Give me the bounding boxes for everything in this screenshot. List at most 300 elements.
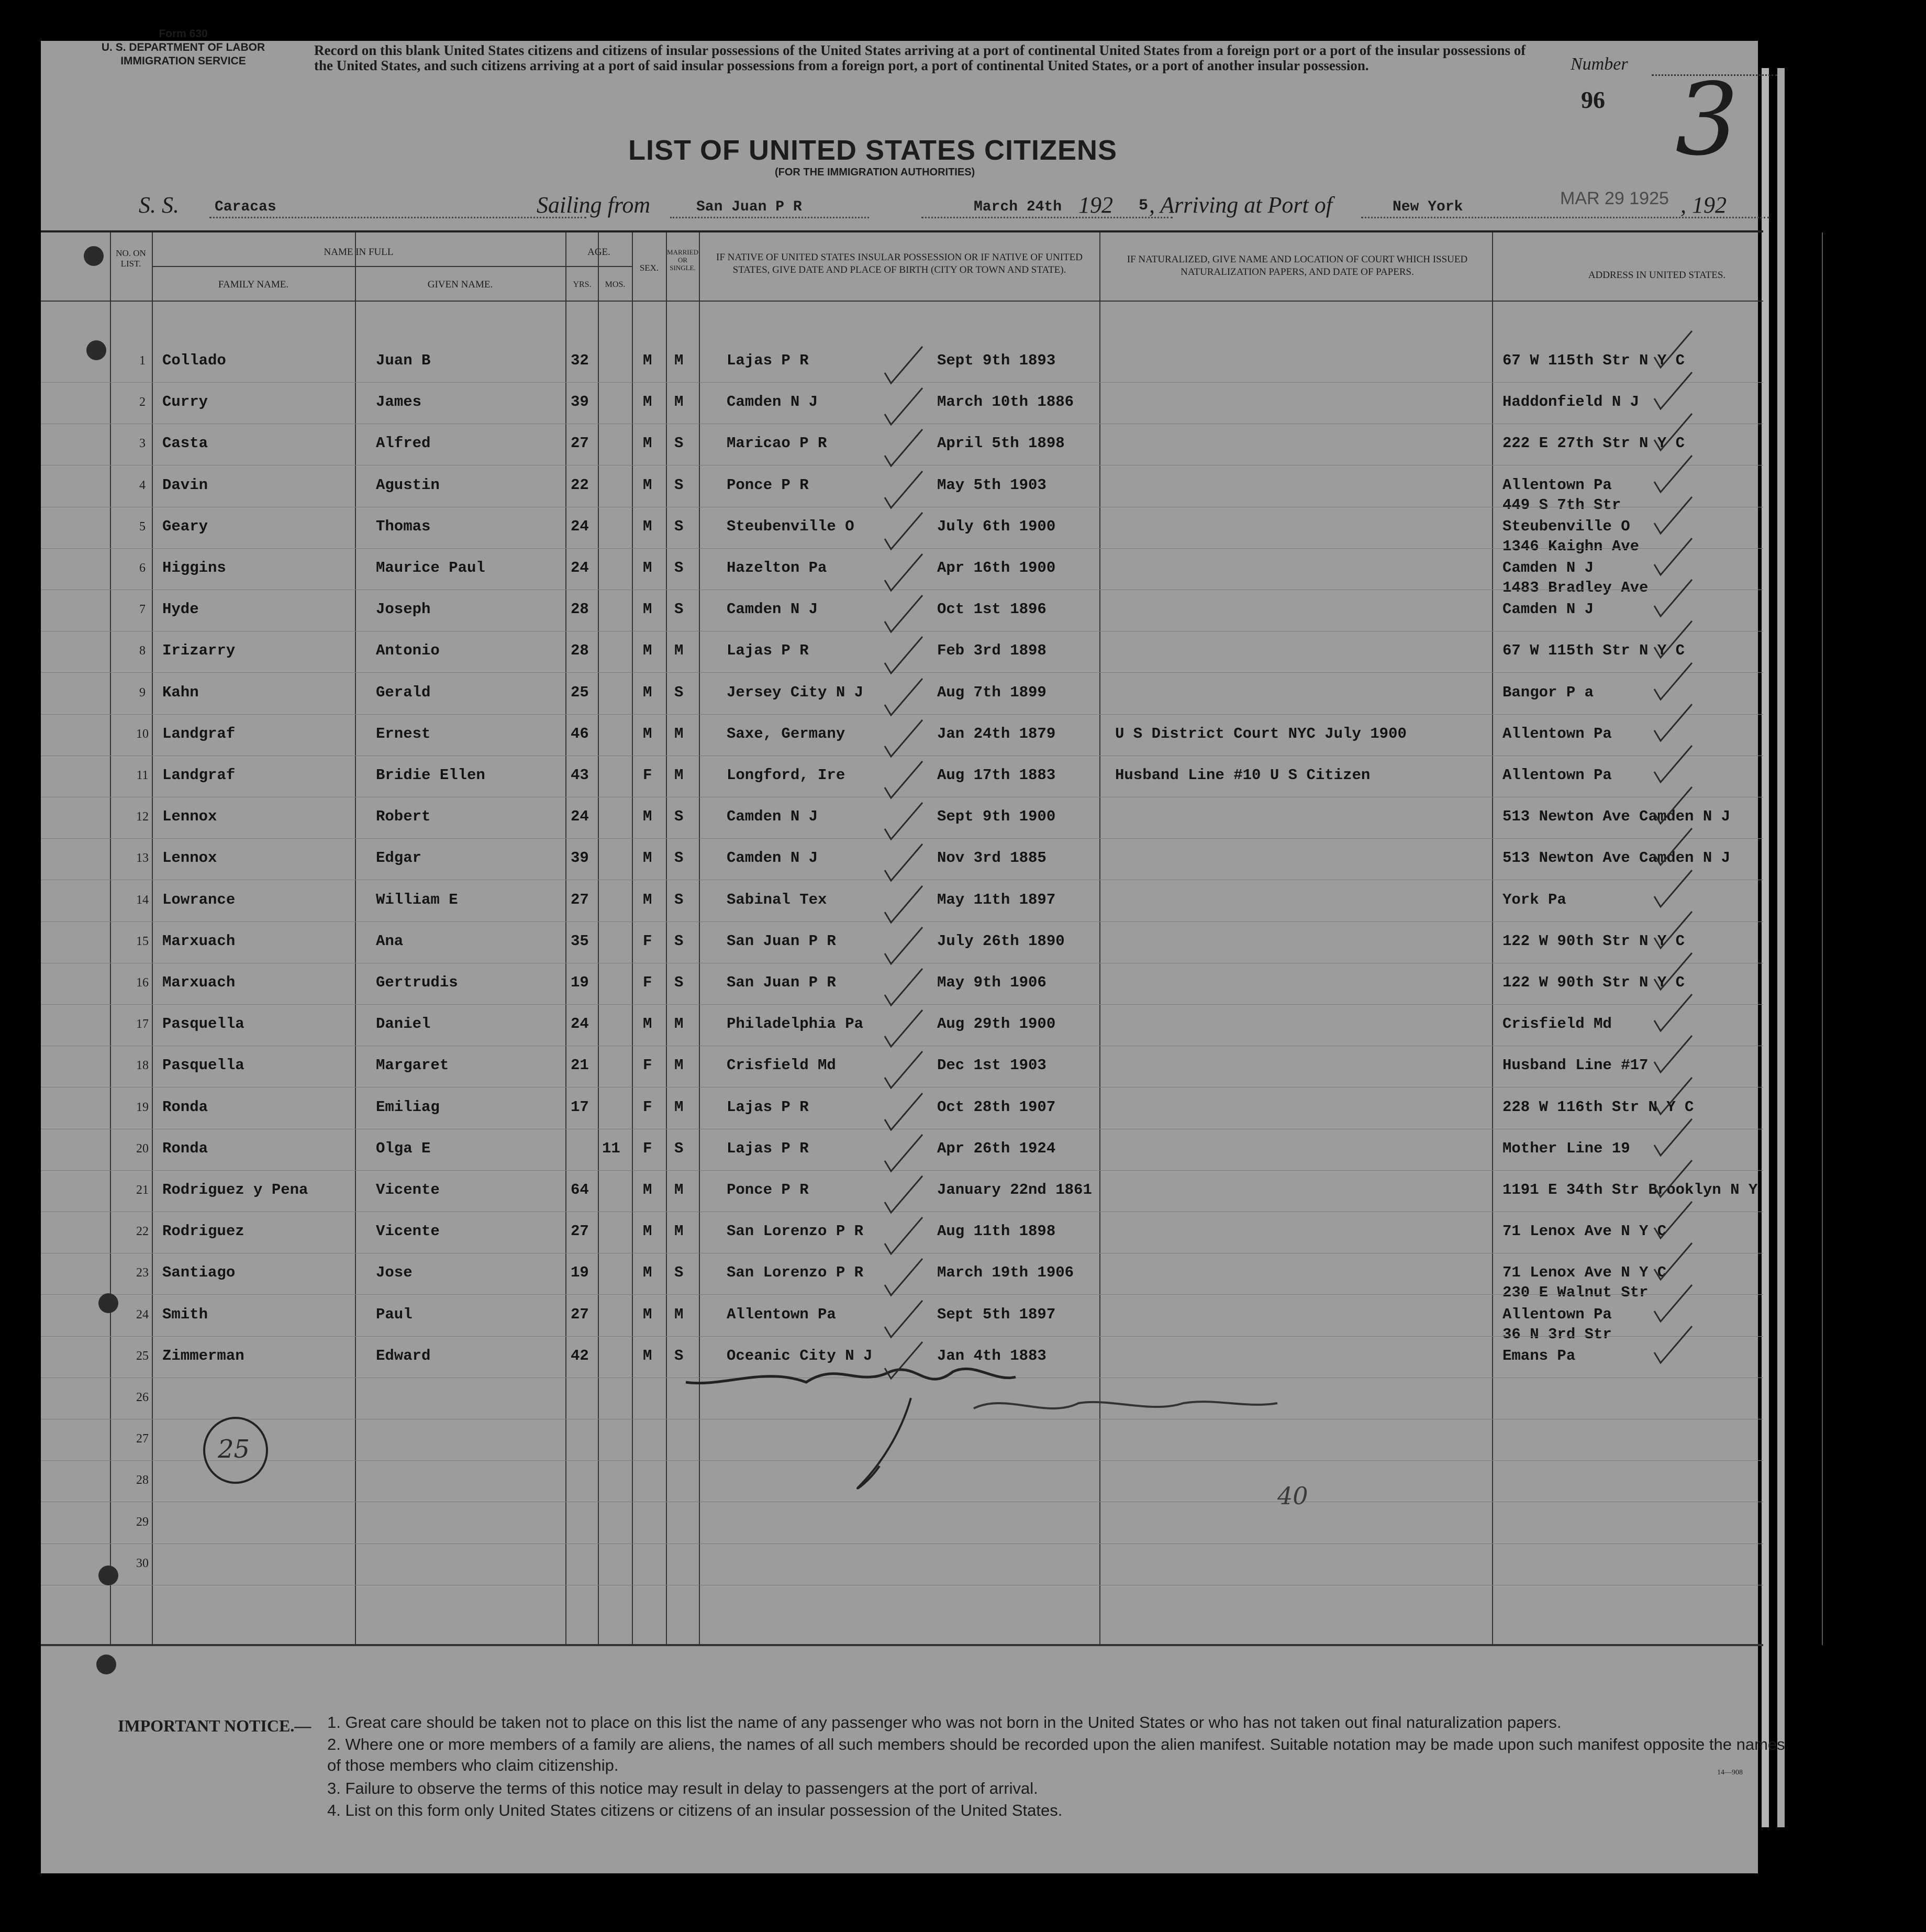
cell-ms: S <box>674 849 684 867</box>
row-number: 12 <box>136 810 149 824</box>
sailing-date: March 24th <box>974 199 1062 215</box>
cell-dob: Jan 24th 1879 <box>937 725 1056 742</box>
cell-sex: F <box>643 932 652 950</box>
notice-item-3: 3. Failure to observe the terms of this notice may result in delay to passengers at the port of arrival. <box>327 1779 1038 1797</box>
cell-place: Allentown Pa <box>727 1306 836 1323</box>
cell-place: Camden N J <box>727 601 818 618</box>
cell-sex: M <box>643 1223 652 1240</box>
cell-ms: S <box>674 1140 684 1157</box>
cell-family: Smith <box>162 1306 208 1323</box>
cell-place: San Juan P R <box>727 974 836 991</box>
cell-addr1: Bangor P a <box>1502 684 1594 701</box>
cell-yrs: 32 <box>571 352 589 369</box>
cell-given: Thomas <box>376 518 431 535</box>
row-number: 8 <box>139 644 146 658</box>
cell-sex: M <box>643 518 652 535</box>
row-number: 3 <box>139 437 146 450</box>
cell-place: Hazelton Pa <box>727 559 827 576</box>
cell-sex: M <box>643 435 652 452</box>
check-mark-icon <box>885 513 922 549</box>
cell-dob: Aug 29th 1900 <box>937 1015 1056 1032</box>
row-number: 6 <box>139 561 146 575</box>
cell-nat: Husband Line #10 U S Citizen <box>1115 767 1371 784</box>
col-age: AGE. <box>587 247 610 258</box>
cell-sex: M <box>643 476 652 494</box>
cell-given: Gertrudis <box>376 974 458 991</box>
cell-family: Landgraf <box>162 725 236 742</box>
cell-given: Paul <box>376 1306 413 1323</box>
ss-label: S. S. <box>139 192 179 218</box>
cell-ms: S <box>674 1347 684 1364</box>
cell-given: Edward <box>376 1347 431 1364</box>
cell-given: Daniel <box>376 1015 431 1032</box>
cell-given: Gerald <box>376 684 431 701</box>
cell-ms: S <box>674 1264 684 1281</box>
col-yrs: YRS. <box>573 280 592 289</box>
cell-place: Longford, Ire <box>727 767 845 784</box>
cell-yrs: 25 <box>571 684 589 701</box>
cell-given: Ana <box>376 932 404 950</box>
cell-family: Irizarry <box>162 642 236 659</box>
check-mark-icon <box>885 1093 922 1130</box>
cell-sex: M <box>643 1306 652 1323</box>
check-mark-icon <box>885 637 922 673</box>
cell-addr1: Camden N J <box>1502 559 1594 576</box>
cell-addr1: Crisfield Md <box>1502 1015 1612 1032</box>
check-mark-icon <box>885 1301 922 1337</box>
row-number: 15 <box>136 935 149 948</box>
check-mark-icon <box>1654 331 1692 368</box>
check-mark-icon <box>1654 580 1692 616</box>
cell-place: Lajas P R <box>727 1140 809 1157</box>
cell-yrs: 27 <box>571 891 589 908</box>
cell-family: Davin <box>162 476 208 494</box>
cell-given: Ernest <box>376 725 431 742</box>
cell-ms: M <box>674 1181 684 1198</box>
check-mark-icon <box>1654 746 1692 782</box>
check-mark-icon <box>1654 1243 1692 1280</box>
cell-dob: Apr 26th 1924 <box>937 1140 1056 1157</box>
cell-given: Vicente <box>376 1181 440 1198</box>
arrival-stamp: MAR 29 1925 <box>1560 188 1669 208</box>
check-mark-icon <box>1654 1036 1692 1072</box>
cell-given: Emiliag <box>376 1098 440 1116</box>
cell-ms: M <box>674 767 684 784</box>
cell-sex: M <box>643 684 652 701</box>
department-name: U. S. DEPARTMENT OF LABOR <box>101 41 265 53</box>
form-number: Form 630 <box>159 28 208 40</box>
notice-item-1: 1. Great care should be taken not to place on this list the name of any passenger who was not born in the United States or who has not taken out final naturalization papers. <box>327 1713 1562 1731</box>
cell-addr1: Steubenville O <box>1502 518 1630 535</box>
cell-sex: M <box>643 559 652 576</box>
cell-ms: S <box>674 891 684 908</box>
cell-sex: M <box>643 393 652 410</box>
cell-yrs: 22 <box>571 476 589 494</box>
cell-given: Robert <box>376 808 431 825</box>
cell-addr1: Camden N J <box>1502 601 1594 618</box>
cell-addr1: 513 Newton Ave Camden N J <box>1502 849 1731 867</box>
check-mark-icon <box>885 1342 922 1379</box>
sailing-label: Sailing from <box>537 192 651 218</box>
punch-hole <box>86 340 106 360</box>
cell-place: Lajas P R <box>727 352 809 369</box>
cell-family: Lennox <box>162 849 217 867</box>
row-number: 7 <box>139 603 146 616</box>
cell-ms: M <box>674 642 684 659</box>
cell-dob: Aug 11th 1898 <box>937 1223 1056 1240</box>
notice-heading: IMPORTANT NOTICE.— <box>118 1716 311 1735</box>
cell-ms: S <box>674 435 684 452</box>
check-mark-icon <box>885 471 922 508</box>
cell-sex: M <box>643 1347 652 1364</box>
punch-hole <box>84 246 104 266</box>
cell-addr1: Allentown Pa <box>1502 767 1612 784</box>
col-mos: MOS. <box>605 280 626 289</box>
col-naturalized: IF NATURALIZED, GIVE NAME AND LOCATION OF COURT WHICH ISSUED NATURALIZATION PAPERS, AND DATE OF PAPERS. <box>1127 254 1468 277</box>
cell-addr2: 1483 Bradley Ave <box>1502 579 1649 596</box>
check-mark-icon <box>885 844 922 881</box>
cell-dob: March 19th 1906 <box>937 1264 1074 1281</box>
cell-place: Camden N J <box>727 849 818 867</box>
notice-item-4: 4. List on this form only United States citizens or citizens of an insular possession of the United States. <box>327 1801 1063 1819</box>
number-label: Number <box>1571 54 1628 74</box>
cell-nat: U S District Court NYC July 1900 <box>1115 725 1407 742</box>
cell-dob: May 11th 1897 <box>937 891 1056 908</box>
cell-dob: Dec 1st 1903 <box>937 1057 1047 1074</box>
cell-yrs: 24 <box>571 518 589 535</box>
cell-family: Geary <box>162 518 208 535</box>
cell-yrs: 19 <box>571 1264 589 1281</box>
row-number: 9 <box>139 686 146 699</box>
cell-ms: M <box>674 1223 684 1240</box>
check-mark-icon <box>885 429 922 466</box>
check-mark-icon <box>885 1259 922 1295</box>
cell-addr1: Emans Pa <box>1502 1347 1576 1364</box>
cell-ms: M <box>674 725 684 742</box>
cell-place: San Juan P R <box>727 932 836 950</box>
cell-given: William E <box>376 891 458 908</box>
cell-sex: M <box>643 849 652 867</box>
cell-place: Maricao P R <box>727 435 827 452</box>
cell-family: Lowrance <box>162 891 236 908</box>
check-mark-icon <box>885 720 922 757</box>
list-number: 96 <box>1581 86 1605 113</box>
row-number: 30 <box>136 1557 149 1570</box>
cell-family: Ronda <box>162 1140 208 1157</box>
cell-sex: F <box>643 1057 652 1074</box>
row-number: 1 <box>139 354 146 368</box>
col-name-in-full: NAME IN FULL <box>324 247 394 258</box>
cell-given: Edgar <box>376 849 422 867</box>
cell-place: San Lorenzo P R <box>727 1264 864 1281</box>
row-number: 22 <box>136 1225 149 1238</box>
cell-dob: May 9th 1906 <box>937 974 1047 991</box>
row-number: 28 <box>136 1473 149 1487</box>
page-title: LIST OF UNITED STATES CITIZENS <box>628 135 1117 166</box>
cell-addr2: 36 N 3rd Str <box>1502 1326 1612 1343</box>
check-mark-icon <box>885 1176 922 1213</box>
cell-given: Vicente <box>376 1223 440 1240</box>
cell-given: Margaret <box>376 1057 449 1074</box>
cell-family: Pasquella <box>162 1015 244 1032</box>
cell-family: Casta <box>162 435 208 452</box>
print-code: 14—908 <box>1717 1769 1743 1776</box>
cell-dob: Sept 9th 1900 <box>937 808 1056 825</box>
year-suffix: 5 <box>1139 197 1149 215</box>
cell-sex: F <box>643 1098 652 1116</box>
cell-yrs: 27 <box>571 1306 589 1323</box>
cell-given: Antonio <box>376 642 440 659</box>
cell-place: Lajas P R <box>727 642 809 659</box>
cell-family: Marxuach <box>162 932 236 950</box>
cell-family: Rodriguez y Pena <box>162 1181 308 1198</box>
cell-ms: S <box>674 601 684 618</box>
cell-place: Saxe, Germany <box>727 725 845 742</box>
cell-yrs: 27 <box>571 1223 589 1240</box>
circled-count-text: 25 <box>218 1435 250 1464</box>
check-mark-icon <box>1654 870 1692 907</box>
cell-given: Maurice Paul <box>376 559 485 576</box>
cell-addr2: 1346 Kaighn Ave <box>1502 538 1640 555</box>
punch-hole <box>96 1655 116 1674</box>
check-mark-icon <box>1654 1202 1692 1238</box>
row-number: 27 <box>136 1432 149 1446</box>
cell-addr1: Allentown Pa <box>1502 725 1612 742</box>
check-mark-icon <box>885 554 922 591</box>
cell-ms: S <box>674 808 684 825</box>
cell-dob: July 26th 1890 <box>937 932 1065 950</box>
cell-yrs: 17 <box>571 1098 589 1116</box>
row-number: 18 <box>136 1059 149 1072</box>
check-mark-icon <box>1654 787 1692 824</box>
cell-family: Hyde <box>162 601 199 618</box>
cell-given: Alfred <box>376 435 431 452</box>
cell-ms: M <box>674 1015 684 1032</box>
cell-ms: M <box>674 352 684 369</box>
check-mark-icon <box>885 679 922 715</box>
cell-given: Jose <box>376 1264 413 1281</box>
cell-yrs: 21 <box>571 1057 589 1074</box>
cell-place: Steubenville O <box>727 518 854 535</box>
cell-yrs: 24 <box>571 808 589 825</box>
cell-dob: Sept 9th 1893 <box>937 352 1056 369</box>
page-number: 40 <box>1277 1482 1308 1510</box>
col-no: NO. ON LIST. <box>116 248 146 269</box>
cell-dob: May 5th 1903 <box>937 476 1047 494</box>
cell-dob: Aug 7th 1899 <box>937 684 1047 701</box>
cell-sex: M <box>643 1015 652 1032</box>
col-birth: IF NATIVE OF UNITED STATES INSULAR POSSESSION OR IF NATIVE OF UNITED STATES, GIVE DATE AND PLACE OF BIRTH (CITY OR TOWN AND STATE). <box>716 252 1083 275</box>
cell-dob: January 22nd 1861 <box>937 1181 1092 1198</box>
cell-dob: Apr 16th 1900 <box>937 559 1056 576</box>
cell-yrs: 28 <box>571 642 589 659</box>
row-number: 16 <box>136 976 149 990</box>
row-number: 17 <box>136 1017 149 1031</box>
cell-place: Oceanic City N J <box>727 1347 873 1364</box>
row-number: 19 <box>136 1101 149 1114</box>
cell-sex: M <box>643 1181 652 1198</box>
cell-sex: F <box>643 767 652 784</box>
cell-place: Philadelphia Pa <box>727 1015 864 1032</box>
check-mark-icon <box>885 761 922 798</box>
cell-dob: Oct 28th 1907 <box>937 1098 1056 1116</box>
check-mark-icon <box>885 1135 922 1171</box>
check-mark-icon <box>1654 1326 1692 1363</box>
cell-sex: M <box>643 808 652 825</box>
cell-dob: March 10th 1886 <box>937 393 1074 410</box>
row-number: 24 <box>136 1308 149 1322</box>
check-mark-icon <box>1654 1160 1692 1197</box>
row-number: 25 <box>136 1349 149 1363</box>
cell-addr1: 513 Newton Ave Camden N J <box>1502 808 1731 825</box>
cell-addr1: 228 W 116th Str N Y C <box>1502 1098 1694 1116</box>
cell-addr1: Mother Line 19 <box>1502 1140 1630 1157</box>
cell-place: Camden N J <box>727 393 818 410</box>
punch-hole <box>98 1565 118 1585</box>
cell-dob: Aug 17th 1883 <box>937 767 1056 784</box>
row-number: 21 <box>136 1183 149 1197</box>
cell-dob: Nov 3rd 1885 <box>937 849 1047 867</box>
check-mark-icon <box>1654 994 1692 1031</box>
check-mark-icon <box>885 1051 922 1088</box>
record-instructions: Record on this blank United States citizens and citizens of insular possessions of the United States arriving at a port of continental United States from a foreign port or a port of the insular possessions of the United States, and such citizens arriving at a port of said insular possessions from a foreign port, a port of continental United States, or a port of another insular possession. <box>314 42 1526 73</box>
check-mark-icon <box>885 595 922 632</box>
cell-dob: April 5th 1898 <box>937 435 1065 452</box>
notice-item-2: 2. Where one or more members of a family are aliens, the names of all such members should be recorded upon the alien manifest. Suitable notation may be made upon such manifest opposite the names of those members who claim citizenship. <box>327 1735 1785 1774</box>
cell-yrs: 39 <box>571 393 589 410</box>
row-number: 14 <box>136 893 149 907</box>
cell-place: Sabinal Tex <box>727 891 827 908</box>
cell-ms: S <box>674 684 684 701</box>
cell-addr1: Husband Line #17 <box>1502 1057 1649 1074</box>
cell-yrs: 46 <box>571 725 589 742</box>
cell-addr2: 449 S 7th Str <box>1502 496 1621 514</box>
cell-ms: S <box>674 932 684 950</box>
punch-hole <box>98 1293 118 1313</box>
row-number: 23 <box>136 1266 149 1280</box>
check-mark-icon <box>885 803 922 839</box>
row-number: 20 <box>136 1142 149 1156</box>
check-mark-icon <box>885 927 922 964</box>
year-prefix: 192 <box>1078 192 1113 218</box>
cell-dob: July 6th 1900 <box>937 518 1056 535</box>
row-number: 10 <box>136 727 149 741</box>
row-number: 29 <box>136 1515 149 1529</box>
cell-given: Juan B <box>376 352 431 369</box>
cell-addr1: 1191 E 34th Str Brooklyn N Y <box>1502 1181 1758 1198</box>
cell-dob: Sept 5th 1897 <box>937 1306 1056 1323</box>
check-mark-icon <box>1654 1285 1692 1322</box>
port-from: San Juan P R <box>696 199 802 215</box>
cell-yrs: 24 <box>571 559 589 576</box>
cell-ms: S <box>674 974 684 991</box>
cell-place: Jersey City N J <box>727 684 864 701</box>
check-mark-icon <box>885 1217 922 1254</box>
check-mark-icon <box>1654 372 1692 409</box>
cell-place: Camden N J <box>727 808 818 825</box>
cell-ms: M <box>674 1098 684 1116</box>
cell-addr1: 122 W 90th Str N Y C <box>1502 932 1685 950</box>
cell-sex: M <box>643 891 652 908</box>
cell-yrs: 42 <box>571 1347 589 1364</box>
cell-ms: M <box>674 393 684 410</box>
check-mark-icon <box>1654 497 1692 534</box>
cell-sex: M <box>643 352 652 369</box>
cell-ms: S <box>674 518 684 535</box>
year-end: , 192 <box>1680 192 1727 218</box>
cell-place: Ponce P R <box>727 1181 809 1198</box>
service-name: IMMIGRATION SERVICE <box>120 55 246 67</box>
check-mark-icon <box>1654 704 1692 741</box>
cell-sex: F <box>643 974 652 991</box>
cell-yrs: 24 <box>571 1015 589 1032</box>
check-mark-icon <box>1654 621 1692 658</box>
check-mark-icon <box>1654 912 1692 948</box>
col-sex: SEX. <box>639 263 659 273</box>
cell-addr1: 71 Lenox Ave N Y C <box>1502 1264 1667 1281</box>
cell-yrs: 28 <box>571 601 589 618</box>
port-to: New York <box>1393 199 1463 215</box>
cell-dob: Jan 4th 1883 <box>937 1347 1047 1364</box>
cell-given: Joseph <box>376 601 431 618</box>
cell-yrs: 39 <box>571 849 589 867</box>
col-address: ADDRESS IN UNITED STATES. <box>1588 270 1726 281</box>
arriving-label: , Arriving at Port of <box>1149 192 1332 218</box>
cell-family: Lennox <box>162 808 217 825</box>
cell-addr1: 71 Lenox Ave N Y C <box>1502 1223 1667 1240</box>
check-mark-icon <box>1654 663 1692 699</box>
check-mark-icon <box>1654 538 1692 575</box>
cell-family: Marxuach <box>162 974 236 991</box>
row-number: 13 <box>136 851 149 865</box>
cell-sex: M <box>643 1264 652 1281</box>
cell-place: Crisfield Md <box>727 1057 836 1074</box>
check-mark-icon <box>885 1010 922 1047</box>
cell-given: Bridie Ellen <box>376 767 485 784</box>
check-mark-icon <box>885 388 922 425</box>
cell-family: Pasquella <box>162 1057 244 1074</box>
cell-yrs: 35 <box>571 932 589 950</box>
cell-addr1: Haddonfield N J <box>1502 393 1640 410</box>
cell-addr1: York Pa <box>1502 891 1566 908</box>
cell-addr1: 67 W 115th Str N Y C <box>1502 642 1685 659</box>
cell-ms: M <box>674 1057 684 1074</box>
ship-name: Caracas <box>215 199 276 215</box>
cell-family: Rodriguez <box>162 1223 244 1240</box>
check-mark-icon <box>885 886 922 923</box>
cell-addr2: 230 E Walnut Str <box>1502 1284 1649 1301</box>
cell-ms: S <box>674 559 684 576</box>
cell-place: San Lorenzo P R <box>727 1223 864 1240</box>
cell-sex: M <box>643 642 652 659</box>
check-mark-icon <box>1654 828 1692 865</box>
check-mark-icon <box>1654 1119 1692 1156</box>
cell-ms: M <box>674 1306 684 1323</box>
row-number: 4 <box>139 479 146 492</box>
cell-given: Olga E <box>376 1140 431 1157</box>
check-mark-icon <box>885 969 922 1005</box>
cell-sex: M <box>643 601 652 618</box>
cell-addr1: 122 W 90th Str N Y C <box>1502 974 1685 991</box>
cell-place: Lajas P R <box>727 1098 809 1116</box>
cell-family: Landgraf <box>162 767 236 784</box>
cell-family: Ronda <box>162 1098 208 1116</box>
cell-given: James <box>376 393 422 410</box>
cell-family: Santiago <box>162 1264 236 1281</box>
cell-place: Ponce P R <box>727 476 809 494</box>
cell-given: Agustin <box>376 476 440 494</box>
cell-family: Collado <box>162 352 226 369</box>
